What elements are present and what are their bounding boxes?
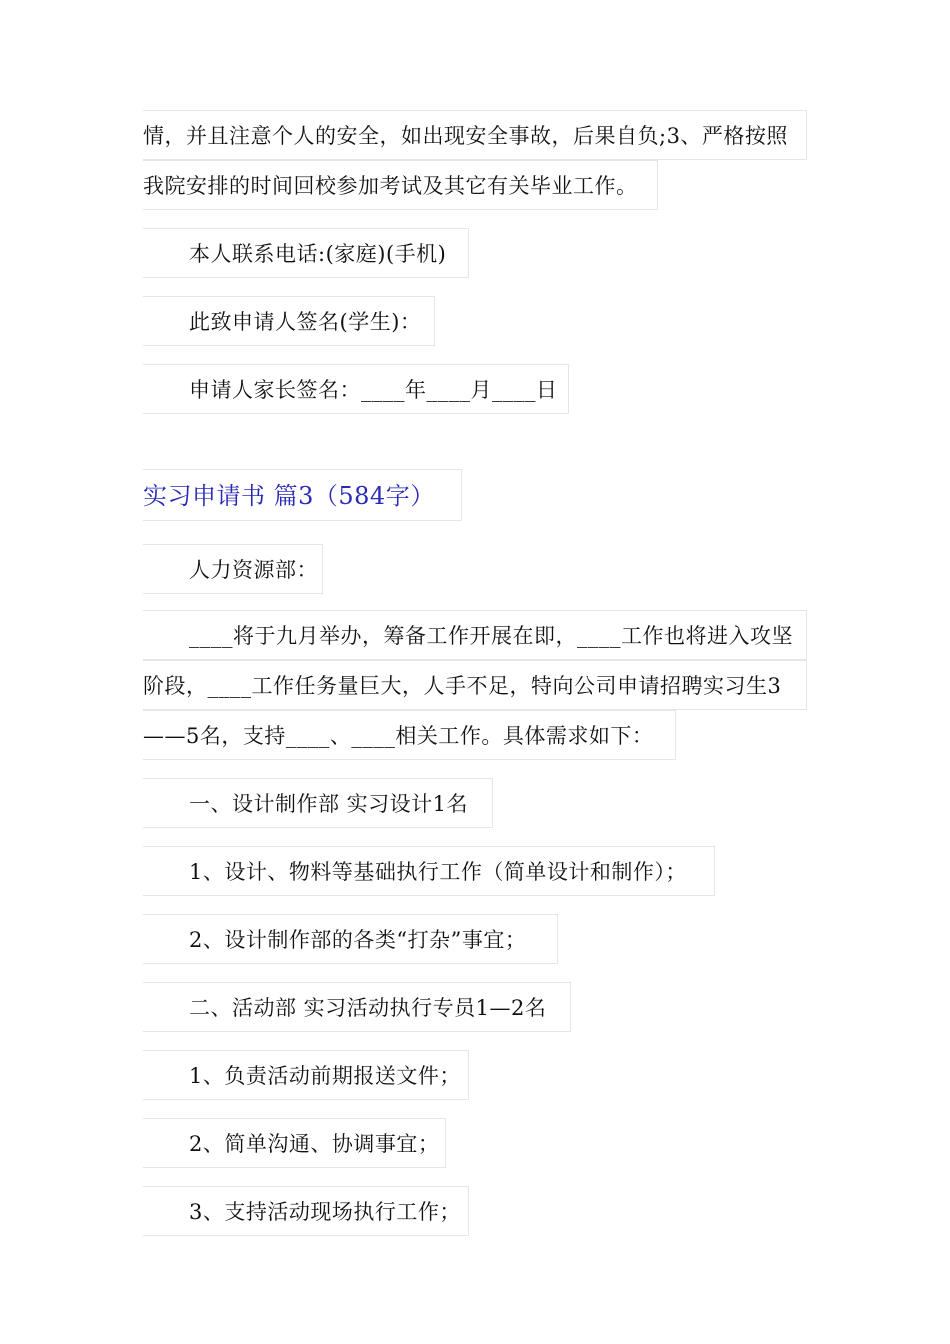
paragraph-line: 我院安排的时间回校参加考试及其它有关毕业工作。: [143, 160, 658, 210]
list-item: 一、设计制作部 实习设计1名: [143, 778, 493, 828]
list-item: 1、负责活动前期报送文件；: [143, 1050, 469, 1100]
list-item: 2、设计制作部的各类“打杂”事宜；: [143, 914, 558, 964]
paragraph-line: ____将于九月举办，筹备工作开展在即，____工作也将进入攻坚: [143, 610, 807, 660]
list-item: 1、设计、物料等基础执行工作（简单设计和制作）；: [143, 846, 715, 896]
phone-line: 本人联系电话:(家庭)(手机): [143, 228, 469, 278]
list-item: 2、简单沟通、协调事宜；: [143, 1118, 446, 1168]
list-item: 二、活动部 实习活动执行专员1—2名: [143, 982, 571, 1032]
section-heading: 实习申请书 篇3（584字）: [143, 469, 462, 521]
recipient-line: 人力资源部：: [143, 544, 323, 594]
paragraph-line: 情，并且注意个人的安全，如出现安全事故，后果自负;3、严格按照: [143, 110, 807, 160]
paragraph-line: 阶段，____工作任务量巨大，人手不足，特向公司申请招聘实习生3: [143, 660, 807, 710]
list-item: 3、支持活动现场执行工作；: [143, 1186, 469, 1236]
student-signature-line: 此致申请人签名(学生)：: [143, 296, 435, 346]
parent-signature-line: 申请人家长签名：____年____月____日: [143, 364, 569, 414]
paragraph-line: ——5名，支持____、____相关工作。具体需求如下：: [143, 710, 676, 760]
